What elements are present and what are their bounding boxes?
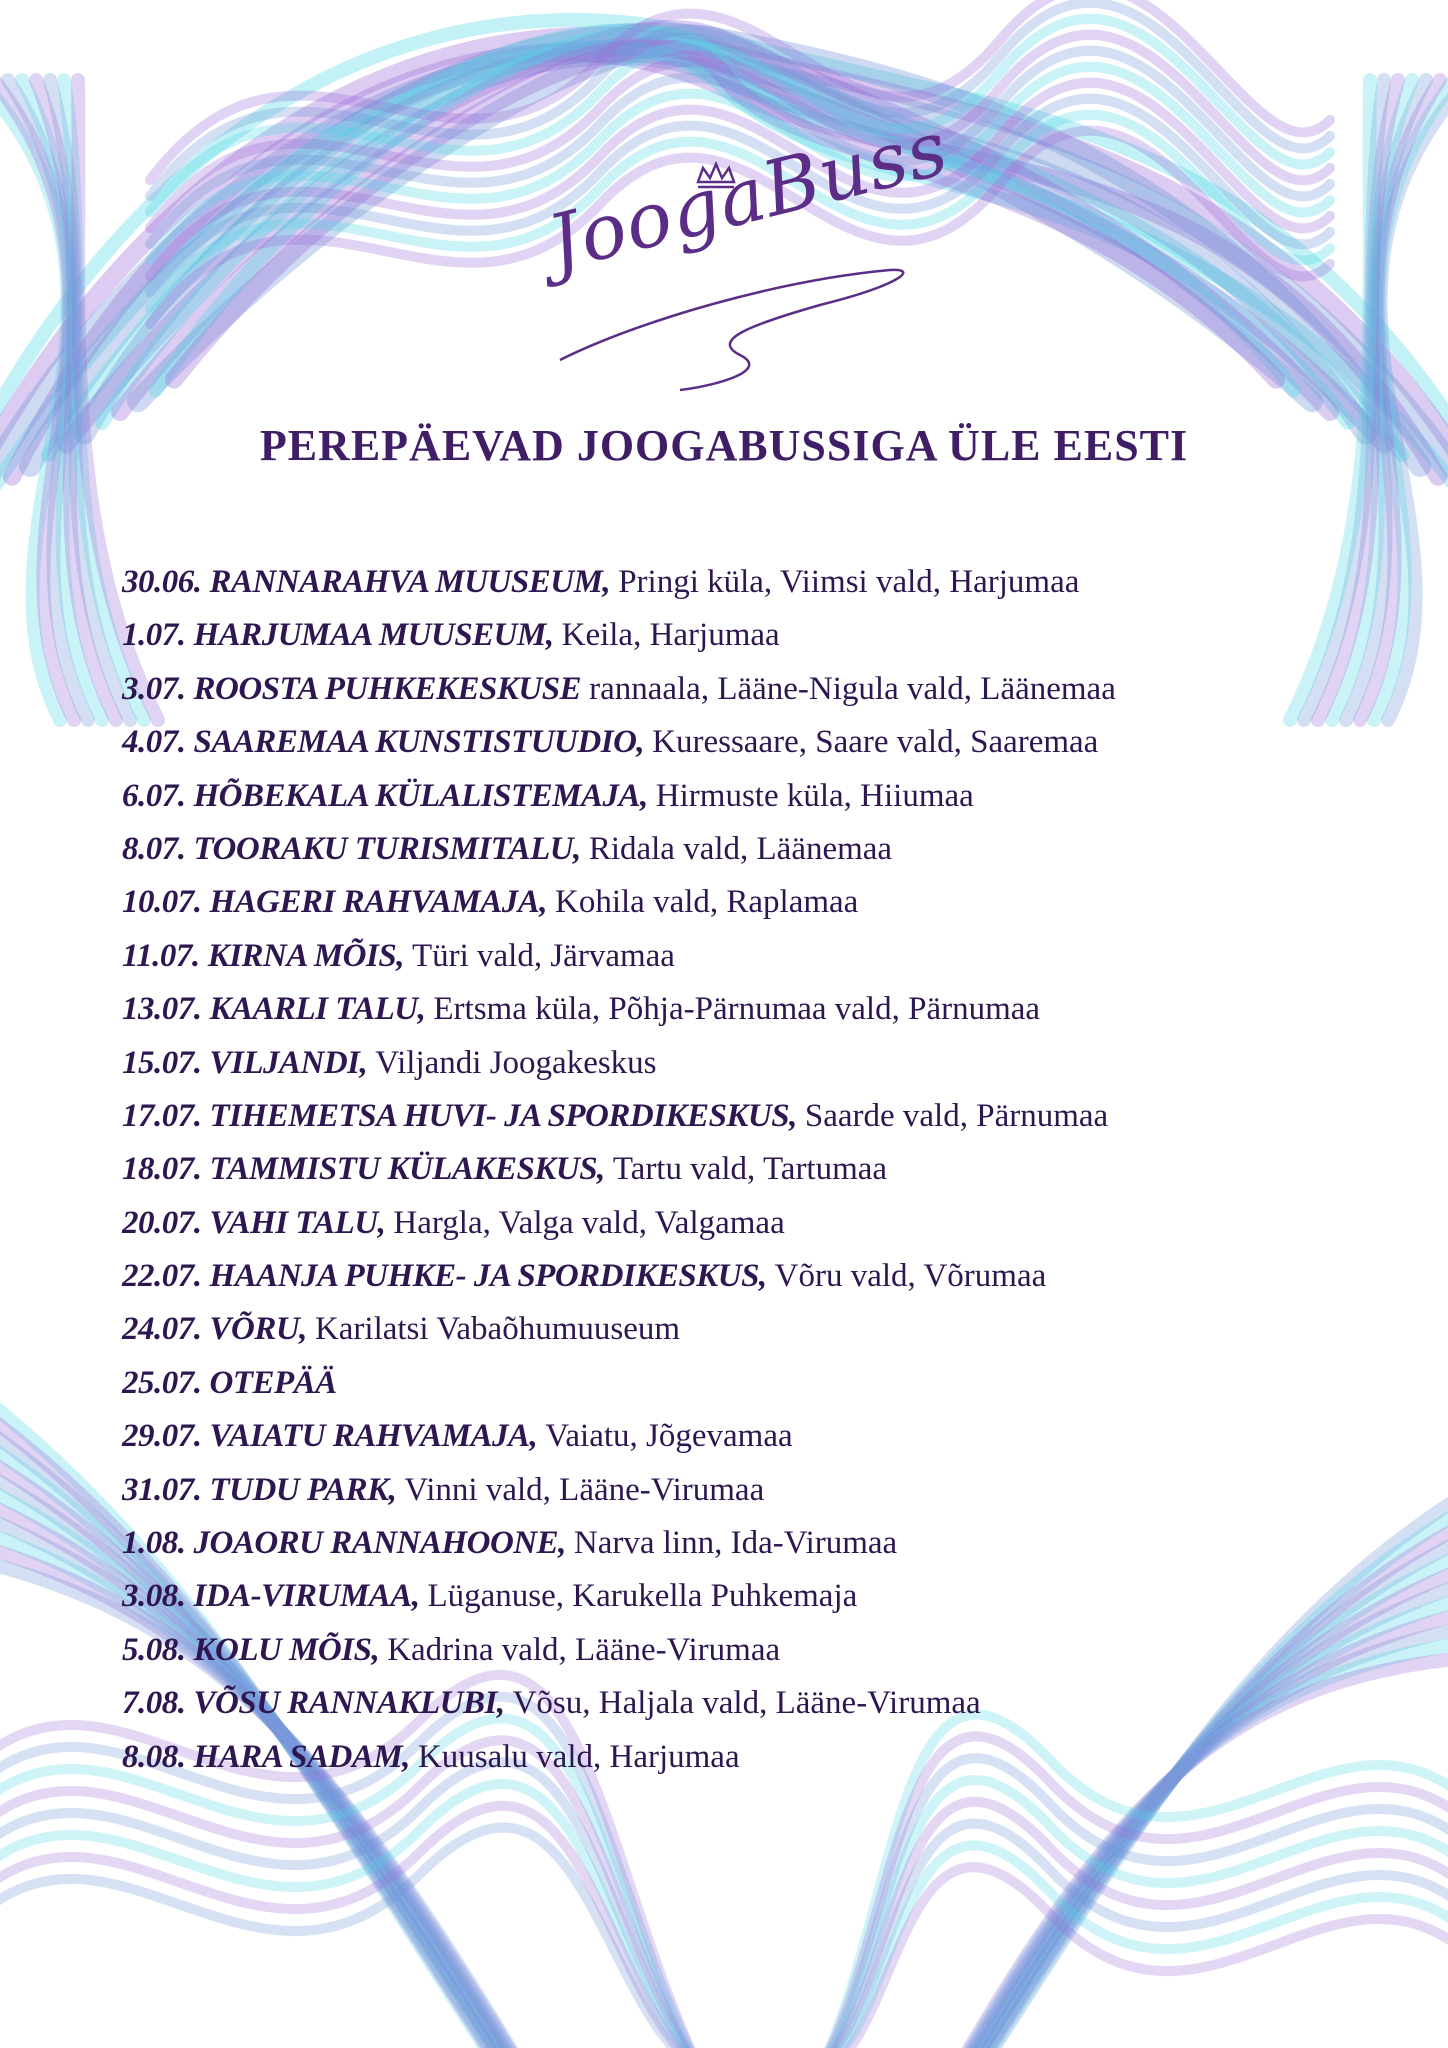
event-date: 5.08. [122,1631,186,1668]
event-location: Tartu vald, Tartumaa [612,1151,888,1188]
event-date: 24.07. [122,1311,202,1348]
event-date: 29.07. [122,1418,202,1455]
event-location: Narva linn, Ida-Virumaa [573,1525,898,1562]
schedule-row [122,1570,1342,1623]
joogabuss-logo [520,102,957,400]
schedule-row [122,1037,1342,1090]
event-location: Lüganuse, Karukella Puhkemaja [427,1578,858,1615]
event-location: Kuressaare, Saare vald, Saaremaa [652,724,1099,761]
schedule-row [122,930,1342,983]
event-location: Hirmuste küla, Hiiumaa [655,777,974,814]
event-location: Kadrina vald, Lääne-Virumaa [387,1631,781,1668]
schedule-row [122,556,1342,609]
event-venue: VAIATU RAHVAMAJA, [209,1418,538,1455]
event-venue: OTEPÄÄ [209,1364,337,1401]
event-venue: KIRNA MÕIS, [207,937,404,974]
event-date: 15.07. [122,1044,202,1081]
event-location: Võru vald, Võrumaa [774,1258,1047,1295]
schedule-row [122,1250,1342,1303]
event-venue: HÕBEKALA KÜLALISTEMAJA, [193,777,648,814]
event-venue: KAARLI TALU, [209,991,426,1028]
event-location: Kuusalu vald, Harjumaa [417,1738,740,1775]
event-venue: IDA-VIRUMAA, [193,1578,420,1615]
schedule-row [122,983,1342,1036]
event-date: 1.08. [122,1525,186,1562]
page-title: PEREPÄEVAD JOOGABUSSIGA ÜLE EESTI [259,421,1189,470]
event-location: Keila, Harjumaa [561,617,780,654]
event-date: 4.07. [122,724,186,761]
event-location: Ertsma küla, Põhja-Pärnumaa vald, Pärnumaa [433,991,1041,1028]
event-venue: JOAORU RANNAHOONE, [193,1525,566,1562]
event-date: 3.08. [122,1578,186,1615]
event-location: Vinni vald, Lääne-Virumaa [404,1471,765,1508]
event-venue: SAAREMAA KUNSTISTUUDIO, [193,724,645,761]
event-location: Saarde vald, Pärnumaa [804,1097,1109,1134]
schedule-row [122,1303,1342,1356]
schedule-row [122,1517,1342,1570]
schedule-row [122,716,1342,769]
schedule-row [122,1090,1342,1143]
event-venue: HAGERI RAHVAMAJA, [209,884,548,921]
event-date: 18.07. [122,1151,202,1188]
schedule-row [122,1731,1342,1784]
schedule-row [122,823,1342,876]
event-date: 3.07. [122,670,186,707]
event-venue: TIHEMETSA HUVI- JA SPORDIKESKUS, [209,1097,797,1134]
event-venue: HARA SADAM, [193,1738,410,1775]
event-date: 8.08. [122,1738,186,1775]
event-date: 17.07. [122,1097,202,1134]
event-location: Ridala vald, Läänemaa [588,830,893,867]
event-venue: HAANJA PUHKE- JA SPORDIKESKUS, [209,1258,767,1295]
event-date: 1.07. [122,617,186,654]
event-date: 10.07. [122,884,202,921]
schedule-row [122,1624,1342,1677]
event-venue: TUDU PARK, [209,1471,397,1508]
event-date: 6.07. [122,777,186,814]
event-location: Hargla, Valga vald, Valgamaa [393,1204,785,1241]
event-venue: VÕRU, [209,1311,307,1348]
event-venue: HARJUMAA MUUSEUM, [193,617,554,654]
event-date: 7.08. [122,1685,186,1722]
schedule-row [122,876,1342,929]
event-venue: KOLU MÕIS, [193,1631,380,1668]
event-date: 30.06. [122,564,202,600]
event-venue: TAMMISTU KÜLAKESKUS, [209,1151,605,1188]
event-location: Karilatsi Vabaõhumuuseum [314,1311,681,1348]
event-schedule-list [122,556,1342,1784]
event-venue: ROOSTA PUHKEKESKUSE [193,670,582,707]
schedule-row [122,1143,1342,1196]
event-date: 22.07. [122,1258,202,1295]
logo-wordmark: JoogaBuss [539,102,957,288]
event-venue: VÕSU RANNAKLUBI, [193,1685,505,1722]
event-location: Võsu, Haljala vald, Lääne-Virumaa [512,1685,981,1722]
schedule-row [122,1464,1342,1517]
event-venue: VAHI TALU, [209,1204,386,1241]
event-date: 8.07. [122,830,186,867]
schedule-row [122,1677,1342,1730]
event-date: 31.07. [122,1471,202,1508]
event-location: Viljandi Joogakeskus [375,1044,657,1081]
event-date: 11.07. [122,937,200,974]
event-date: 13.07. [122,991,202,1028]
schedule-row [122,609,1342,662]
schedule-row [122,1197,1342,1250]
schedule-row [122,663,1342,716]
schedule-row [122,1410,1342,1463]
event-venue: TOORAKU TURISMITALU, [193,830,581,867]
schedule-row [122,1357,1342,1410]
event-location: rannaala, Lääne-Nigula vald, Läänemaa [589,670,1116,707]
event-venue: RANNARAHVA MUUSEUM, [209,564,611,600]
event-date: 25.07. [122,1364,202,1401]
event-venue: VILJANDI, [209,1044,368,1081]
event-location: Kohila vald, Raplamaa [555,884,859,921]
schedule-row [122,770,1342,823]
event-location: Türi vald, Järvamaa [411,937,675,974]
event-location: Vaiatu, Jõgevamaa [545,1418,793,1455]
event-date: 20.07. [122,1204,202,1241]
event-location: Pringi küla, Viimsi vald, Harjumaa [618,564,1080,600]
